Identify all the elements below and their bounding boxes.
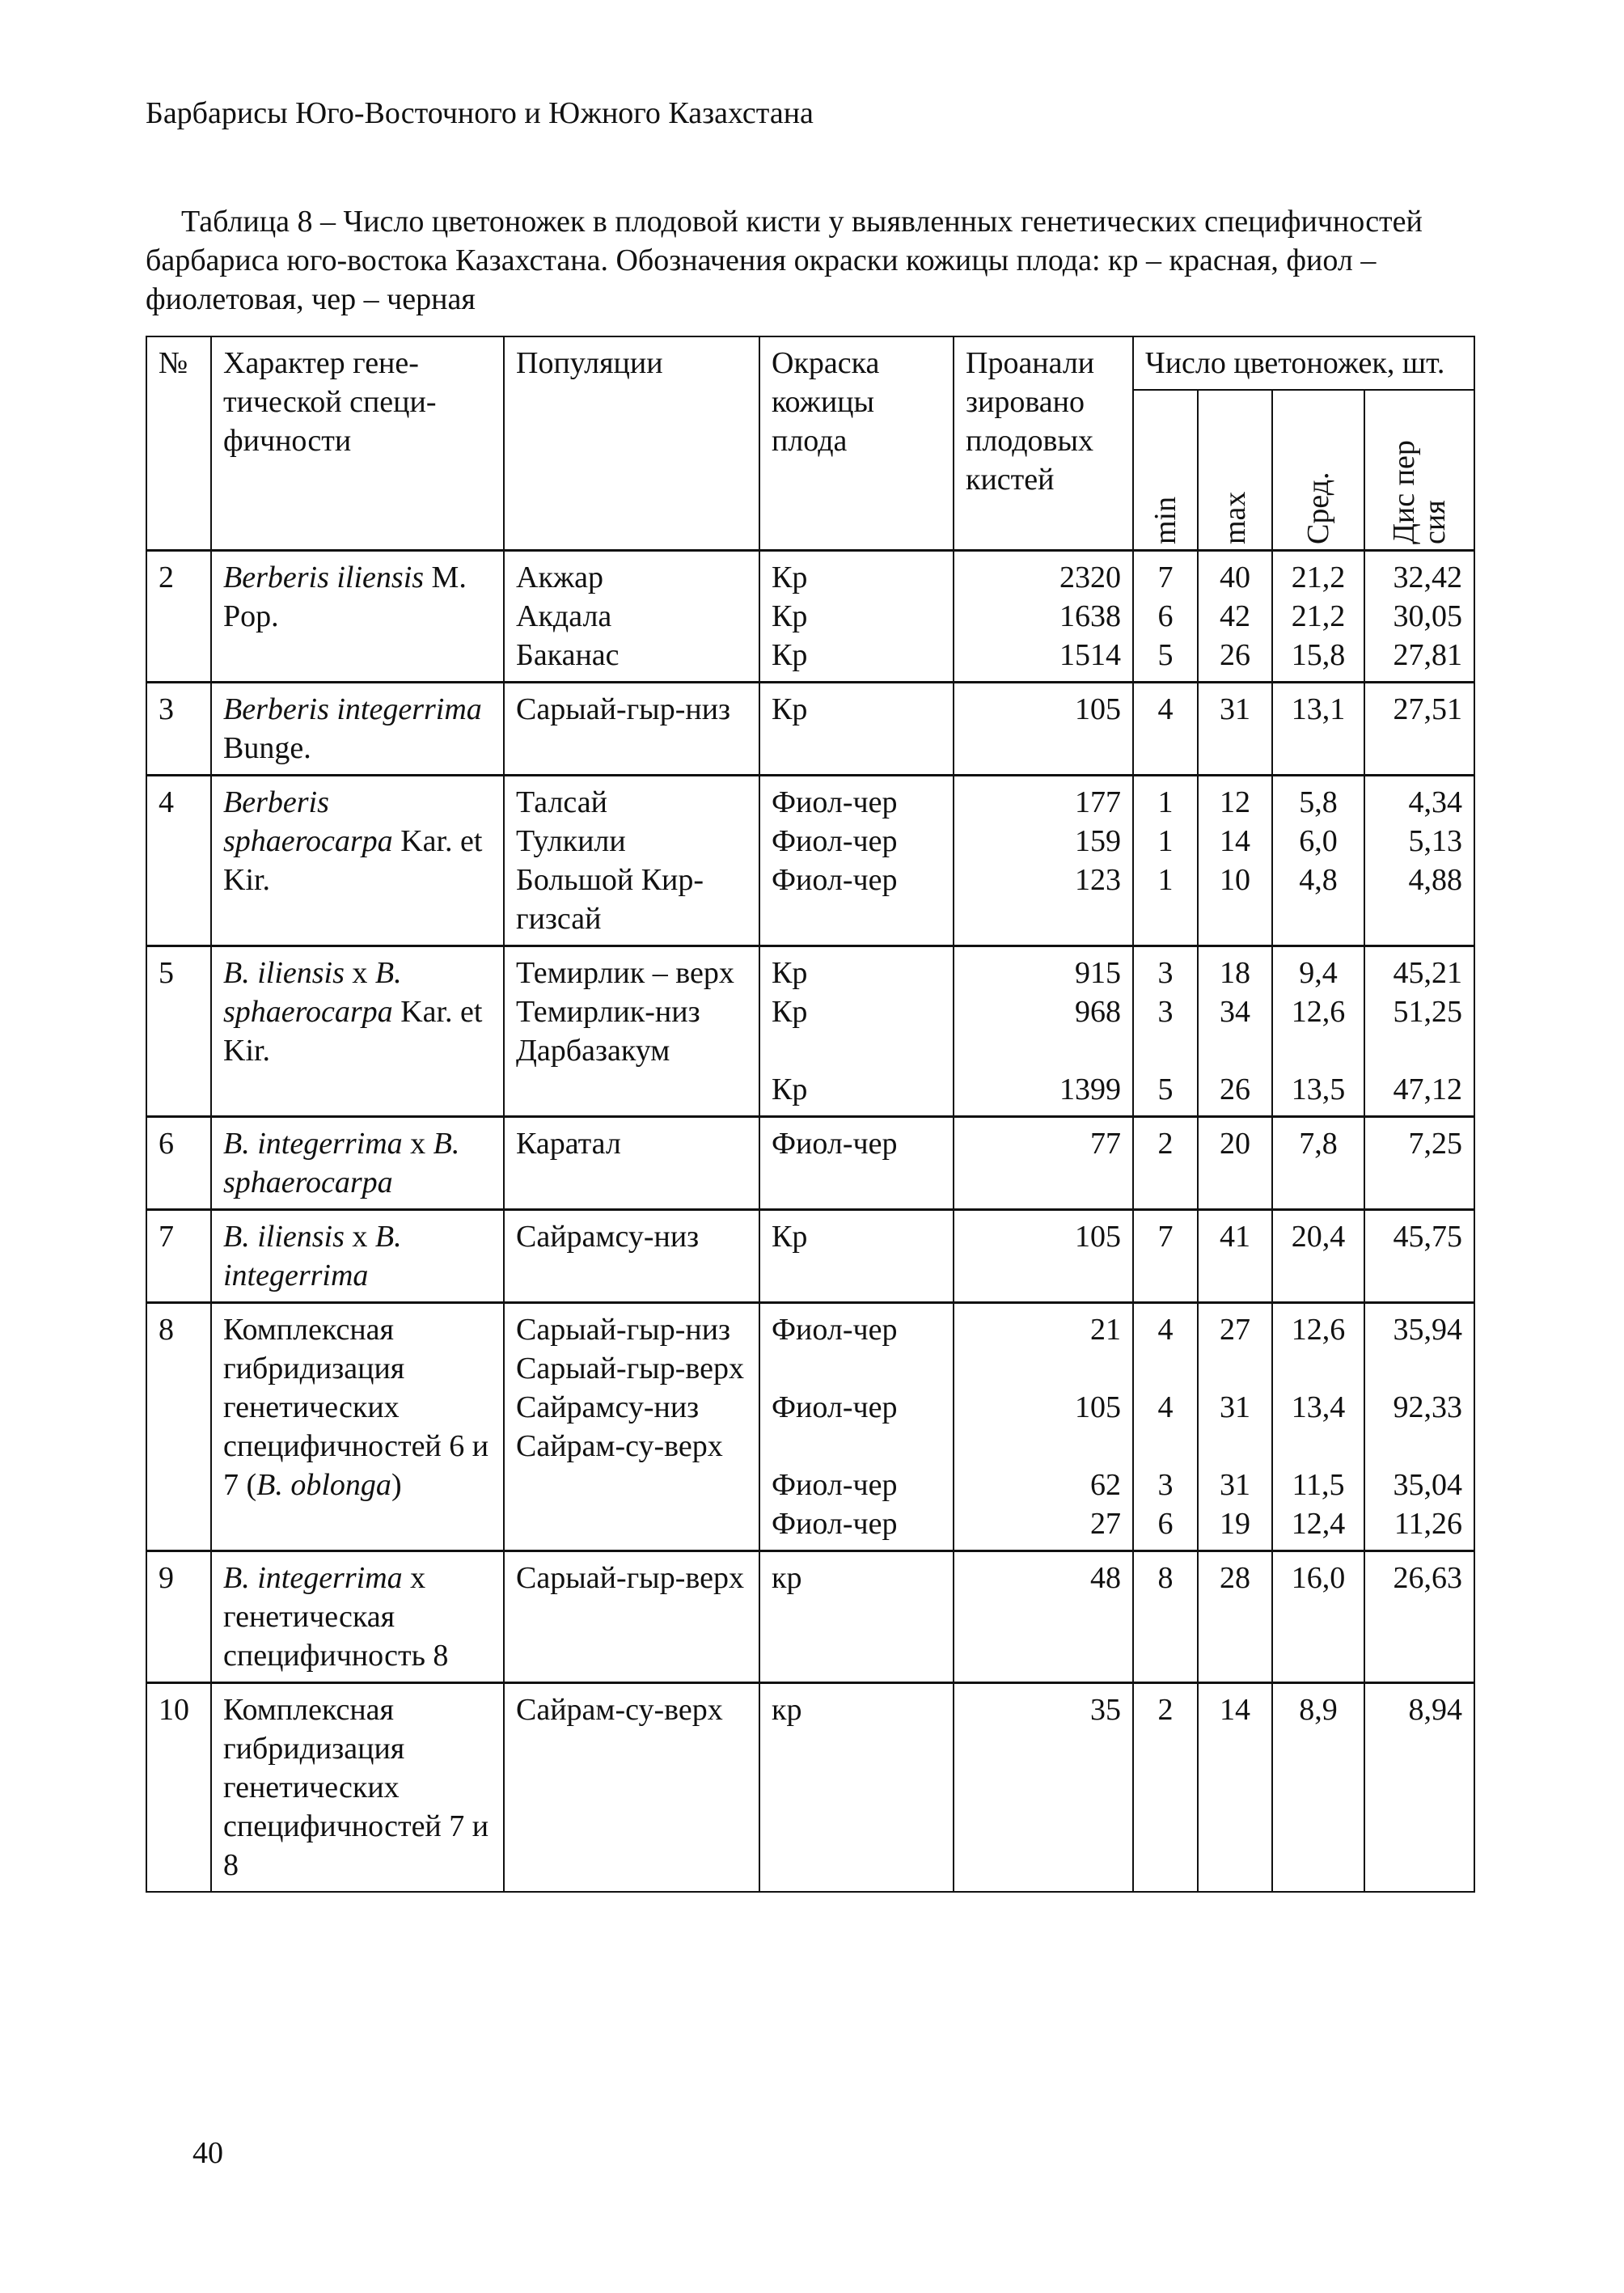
population-list xyxy=(504,1210,759,1303)
analyzed-count-value: 105 xyxy=(1075,1220,1121,1254)
table-caption xyxy=(146,202,1472,319)
fruit-color-value: Фиол-чер xyxy=(772,1507,898,1541)
dispersion-value: 26,63 xyxy=(1393,1561,1462,1595)
dispersion-value: 11,26 xyxy=(1394,1507,1462,1541)
dispersion-value: 35,94 xyxy=(1393,1313,1462,1347)
dispersion-list xyxy=(1364,1551,1474,1683)
max-value: 42 xyxy=(1220,599,1250,633)
analyzed-count-list xyxy=(954,551,1133,683)
max-list xyxy=(1198,1303,1272,1551)
mean-list xyxy=(1272,1117,1364,1210)
fruit-color-list xyxy=(759,1551,954,1683)
mean-list xyxy=(1272,551,1364,683)
mean-value: 4,8 xyxy=(1299,863,1338,897)
dispersion-list xyxy=(1364,776,1474,946)
max-value: 27 xyxy=(1220,1313,1250,1347)
population-value: Сайрамсу-низ xyxy=(516,1220,700,1254)
min-value: 5 xyxy=(1157,1072,1174,1106)
dispersion-value: 45,75 xyxy=(1393,1220,1462,1254)
min-list xyxy=(1133,1303,1198,1551)
mean-list xyxy=(1272,776,1364,946)
population-list xyxy=(504,683,759,776)
mean-list xyxy=(1272,1210,1364,1303)
analyzed-count-value: 48 xyxy=(1090,1561,1121,1595)
max-value: 28 xyxy=(1220,1561,1250,1595)
min-value: 6 xyxy=(1157,1507,1174,1541)
dispersion-value: 4,34 xyxy=(1408,785,1462,819)
genetic-specificity: B. iliensis x B. integerrima xyxy=(211,1210,504,1303)
row-number: 6 xyxy=(146,1117,211,1210)
analyzed-count-list xyxy=(954,1303,1133,1551)
population-value: Талсай xyxy=(516,785,607,819)
header-row-1 xyxy=(146,336,1474,390)
mean-value: 15,8 xyxy=(1291,638,1346,672)
min-value: 4 xyxy=(1157,1390,1174,1424)
caption-text: Таблица 8 – Число цветоножек в плодовой кисти у выявленных генетических специфичностей барбариса юго-востока Казахстана. Обозначения окраски кожицы плода: кр – красная, фиол – фиолетовая, чер – черная xyxy=(146,205,1423,316)
min-value: 3 xyxy=(1157,995,1174,1029)
fruit-color-value: Фиол-чер xyxy=(772,863,898,897)
max-value: 34 xyxy=(1220,995,1250,1029)
row-number: 2 xyxy=(146,551,211,683)
population-value: Большой Кир-гизсай xyxy=(516,863,704,936)
fruit-color-list xyxy=(759,1683,954,1893)
header-populations: Популяции xyxy=(504,336,759,551)
dispersion-value: 5,13 xyxy=(1408,824,1462,858)
population-list xyxy=(504,1683,759,1893)
analyzed-count-list xyxy=(954,1683,1133,1893)
header-color: Окраска кожицы плода xyxy=(759,336,954,551)
max-value: 31 xyxy=(1220,1390,1250,1424)
mean-value: 20,4 xyxy=(1291,1220,1346,1254)
genetic-specificity: B. integerrima x генетическая специфичность 8 xyxy=(211,1551,504,1683)
analyzed-count-list xyxy=(954,1210,1133,1303)
dispersion-list xyxy=(1364,551,1474,683)
dispersion-value: 30,05 xyxy=(1393,599,1462,633)
max-value: 31 xyxy=(1220,1468,1250,1502)
genetic-specificity: Комплексная гибридизация генетических специфичностей 7 и 8 xyxy=(211,1683,504,1893)
fruit-color-list xyxy=(759,1210,954,1303)
fruit-color-list xyxy=(759,776,954,946)
fruit-color-value: Кр xyxy=(772,599,808,633)
analyzed-count-list xyxy=(954,946,1133,1117)
mean-value: 13,4 xyxy=(1291,1390,1346,1424)
dispersion-value: 51,25 xyxy=(1393,995,1462,1029)
mean-value: 13,1 xyxy=(1291,692,1346,726)
analyzed-count-value: 915 xyxy=(1075,956,1121,990)
fruit-color-value: Фиол-чер xyxy=(772,1390,898,1424)
mean-list xyxy=(1272,1303,1364,1551)
table-body xyxy=(146,551,1474,1893)
table-row xyxy=(146,683,1474,776)
max-value: 19 xyxy=(1220,1507,1250,1541)
header-max: max xyxy=(1198,390,1272,551)
population-value: Сайрам-су-верх xyxy=(516,1429,723,1463)
analyzed-count-value: 159 xyxy=(1075,824,1121,858)
analyzed-count-value: 1638 xyxy=(1059,599,1121,633)
analyzed-count-list xyxy=(954,683,1133,776)
dispersion-value: 4,88 xyxy=(1408,863,1462,897)
analyzed-count-list xyxy=(954,1117,1133,1210)
min-value: 6 xyxy=(1157,599,1174,633)
analyzed-count-list xyxy=(954,776,1133,946)
mean-list xyxy=(1272,946,1364,1117)
mean-value: 8,9 xyxy=(1299,1693,1338,1727)
analyzed-count-value: 21 xyxy=(1090,1313,1121,1347)
mean-list xyxy=(1272,683,1364,776)
dispersion-value: 47,12 xyxy=(1393,1072,1462,1106)
header-count-group: Число цветоножек, шт. xyxy=(1133,336,1474,390)
fruit-color-value: Фиол-чер xyxy=(772,785,898,819)
population-list xyxy=(504,776,759,946)
max-value: 31 xyxy=(1220,692,1250,726)
mean-value: 13,5 xyxy=(1291,1072,1346,1106)
fruit-color-value: Кр xyxy=(772,956,808,990)
max-value: 26 xyxy=(1220,1072,1250,1106)
table-row xyxy=(146,1117,1474,1210)
population-value: Тулкили xyxy=(516,824,626,858)
mean-value: 16,0 xyxy=(1291,1561,1346,1595)
analyzed-count-value: 105 xyxy=(1075,692,1121,726)
row-number: 8 xyxy=(146,1303,211,1551)
running-head: Барбарисы Юго-Восточного и Южного Казахстана xyxy=(146,96,814,130)
population-list xyxy=(504,551,759,683)
mean-value: 21,2 xyxy=(1291,599,1346,633)
fruit-color-value: Фиол-чер xyxy=(772,1127,898,1161)
dispersion-value: 27,81 xyxy=(1393,638,1462,672)
fruit-color-list xyxy=(759,551,954,683)
mean-list xyxy=(1272,1551,1364,1683)
min-list xyxy=(1133,946,1198,1117)
min-list xyxy=(1133,776,1198,946)
population-list xyxy=(504,1303,759,1551)
min-value: 5 xyxy=(1157,638,1174,672)
max-value: 18 xyxy=(1220,956,1250,990)
population-value: Сарыай-гыр-низ xyxy=(516,1313,731,1347)
table-row xyxy=(146,1210,1474,1303)
min-list xyxy=(1133,1117,1198,1210)
row-number: 9 xyxy=(146,1551,211,1683)
analyzed-count-value: 77 xyxy=(1090,1127,1121,1161)
analyzed-count-value: 62 xyxy=(1090,1468,1121,1502)
dispersion-value: 45,21 xyxy=(1393,956,1462,990)
dispersion-list xyxy=(1364,1117,1474,1210)
population-value: Каратал xyxy=(516,1127,621,1161)
min-value: 1 xyxy=(1157,863,1174,897)
page-number: 40 xyxy=(192,2136,223,2170)
population-value: Акжар xyxy=(516,561,604,594)
population-value: Темирлик – верх xyxy=(516,956,734,990)
header-analyzed: Проанали зировано плодовых кистей xyxy=(954,336,1133,551)
population-value: Сарыай-гыр-низ xyxy=(516,692,731,726)
genetic-specificity: B. iliensis x B. sphaerocarpa Kar. et Kir. xyxy=(211,946,504,1117)
population-list xyxy=(504,946,759,1117)
row-number: 5 xyxy=(146,946,211,1117)
min-list xyxy=(1133,551,1198,683)
fruit-color-value: Фиол-чер xyxy=(772,1468,898,1502)
table-row xyxy=(146,946,1474,1117)
max-value: 41 xyxy=(1220,1220,1250,1254)
min-value: 4 xyxy=(1157,1313,1174,1347)
fruit-color-value: Кр xyxy=(772,692,808,726)
dispersion-value: 92,33 xyxy=(1393,1390,1462,1424)
header-dispersion: Дис пер сия xyxy=(1364,390,1474,551)
analyzed-count-value: 105 xyxy=(1075,1390,1121,1424)
dispersion-value: 32,42 xyxy=(1393,561,1462,594)
dispersion-value: 8,94 xyxy=(1408,1693,1462,1727)
analyzed-count-value: 1399 xyxy=(1059,1072,1121,1106)
fruit-color-list xyxy=(759,946,954,1117)
min-value: 3 xyxy=(1157,1468,1174,1502)
analyzed-count-value: 35 xyxy=(1090,1693,1121,1727)
min-value: 7 xyxy=(1157,1220,1174,1254)
dispersion-value: 27,51 xyxy=(1393,692,1462,726)
row-number: 10 xyxy=(146,1683,211,1893)
analyzed-count-value: 968 xyxy=(1075,995,1121,1029)
max-list xyxy=(1198,1210,1272,1303)
population-value: Баканас xyxy=(516,638,620,672)
population-value: Сарыай-гыр-верх xyxy=(516,1561,744,1595)
max-value: 20 xyxy=(1220,1127,1250,1161)
row-number: 4 xyxy=(146,776,211,946)
fruit-color-value: кр xyxy=(772,1693,802,1727)
mean-value: 9,4 xyxy=(1299,956,1338,990)
fruit-color-value: Кр xyxy=(772,995,808,1029)
mean-value: 12,6 xyxy=(1291,995,1346,1029)
min-value: 2 xyxy=(1157,1127,1174,1161)
analyzed-count-list xyxy=(954,1551,1133,1683)
min-value: 4 xyxy=(1157,692,1174,726)
mean-list xyxy=(1272,1683,1364,1893)
population-value: Дарбазакум xyxy=(516,1034,670,1068)
max-value: 12 xyxy=(1220,785,1250,819)
mean-value: 6,0 xyxy=(1299,824,1338,858)
min-value: 8 xyxy=(1157,1561,1174,1595)
header-character: Характер гене-тической специ-фичности xyxy=(211,336,504,551)
mean-value: 7,8 xyxy=(1299,1127,1338,1161)
analyzed-count-value: 2320 xyxy=(1059,561,1121,594)
mean-value: 5,8 xyxy=(1299,785,1338,819)
population-list xyxy=(504,1551,759,1683)
max-value: 10 xyxy=(1220,863,1250,897)
max-list xyxy=(1198,776,1272,946)
max-list xyxy=(1198,1683,1272,1893)
min-value: 1 xyxy=(1157,824,1174,858)
max-value: 26 xyxy=(1220,638,1250,672)
row-number: 3 xyxy=(146,683,211,776)
max-list xyxy=(1198,1117,1272,1210)
max-value: 14 xyxy=(1220,1693,1250,1727)
table-row xyxy=(146,1303,1474,1551)
genetic-specificity: Berberis sphaerocarpa Kar. et Kir. xyxy=(211,776,504,946)
genetic-specificity: B. integerrima x B. sphaerocarpa xyxy=(211,1117,504,1210)
mean-value: 21,2 xyxy=(1291,561,1346,594)
dispersion-list xyxy=(1364,1210,1474,1303)
max-list xyxy=(1198,683,1272,776)
max-value: 14 xyxy=(1220,824,1250,858)
row-number: 7 xyxy=(146,1210,211,1303)
population-value: Сарыай-гыр-верх xyxy=(516,1352,744,1386)
mean-value: 11,5 xyxy=(1292,1468,1345,1502)
population-value: Сайрам-су-верх xyxy=(516,1693,723,1727)
table-row xyxy=(146,551,1474,683)
dispersion-list xyxy=(1364,683,1474,776)
genetic-specificity: Berberis iliensis M. Pop. xyxy=(211,551,504,683)
min-list xyxy=(1133,1551,1198,1683)
genetic-specificity: Berberis integerrima Bunge. xyxy=(211,683,504,776)
data-table xyxy=(146,336,1475,1893)
dispersion-list xyxy=(1364,946,1474,1117)
dispersion-value: 35,04 xyxy=(1393,1468,1462,1502)
dispersion-value: 7,25 xyxy=(1408,1127,1462,1161)
min-value: 7 xyxy=(1157,561,1174,594)
fruit-color-list xyxy=(759,1303,954,1551)
table-row xyxy=(146,1551,1474,1683)
population-value: Сайрамсу-низ xyxy=(516,1390,700,1424)
header-min: min xyxy=(1133,390,1198,551)
min-list xyxy=(1133,683,1198,776)
max-list xyxy=(1198,946,1272,1117)
fruit-color-list xyxy=(759,1117,954,1210)
fruit-color-value: кр xyxy=(772,1561,802,1595)
table-row xyxy=(146,1683,1474,1893)
dispersion-list xyxy=(1364,1303,1474,1551)
fruit-color-value: Фиол-чер xyxy=(772,1313,898,1347)
analyzed-count-value: 1514 xyxy=(1059,638,1121,672)
fruit-color-value: Кр xyxy=(772,1220,808,1254)
max-list xyxy=(1198,551,1272,683)
mean-value: 12,4 xyxy=(1291,1507,1346,1541)
min-value: 2 xyxy=(1157,1693,1174,1727)
header-mean: Сред. xyxy=(1272,390,1364,551)
analyzed-count-value: 27 xyxy=(1090,1507,1121,1541)
fruit-color-value: Кр xyxy=(772,638,808,672)
min-value: 3 xyxy=(1157,956,1174,990)
analyzed-count-value: 177 xyxy=(1075,785,1121,819)
population-list xyxy=(504,1117,759,1210)
fruit-color-value: Фиол-чер xyxy=(772,824,898,858)
fruit-color-list xyxy=(759,683,954,776)
max-value: 40 xyxy=(1220,561,1250,594)
fruit-color-value: Кр xyxy=(772,1072,808,1106)
min-list xyxy=(1133,1210,1198,1303)
population-value: Темирлик-низ xyxy=(516,995,700,1029)
population-value: Акдала xyxy=(516,599,612,633)
analyzed-count-value: 123 xyxy=(1075,863,1121,897)
dispersion-list xyxy=(1364,1683,1474,1893)
table-row xyxy=(146,776,1474,946)
mean-value: 12,6 xyxy=(1291,1313,1346,1347)
min-list xyxy=(1133,1683,1198,1893)
genetic-specificity: Комплексная гибридизация генетических специфичностей 6 и 7 (B. oblonga) xyxy=(211,1303,504,1551)
min-value: 1 xyxy=(1157,785,1174,819)
max-list xyxy=(1198,1551,1272,1683)
fruit-color-value: Кр xyxy=(772,561,808,594)
header-no: № xyxy=(146,336,211,551)
